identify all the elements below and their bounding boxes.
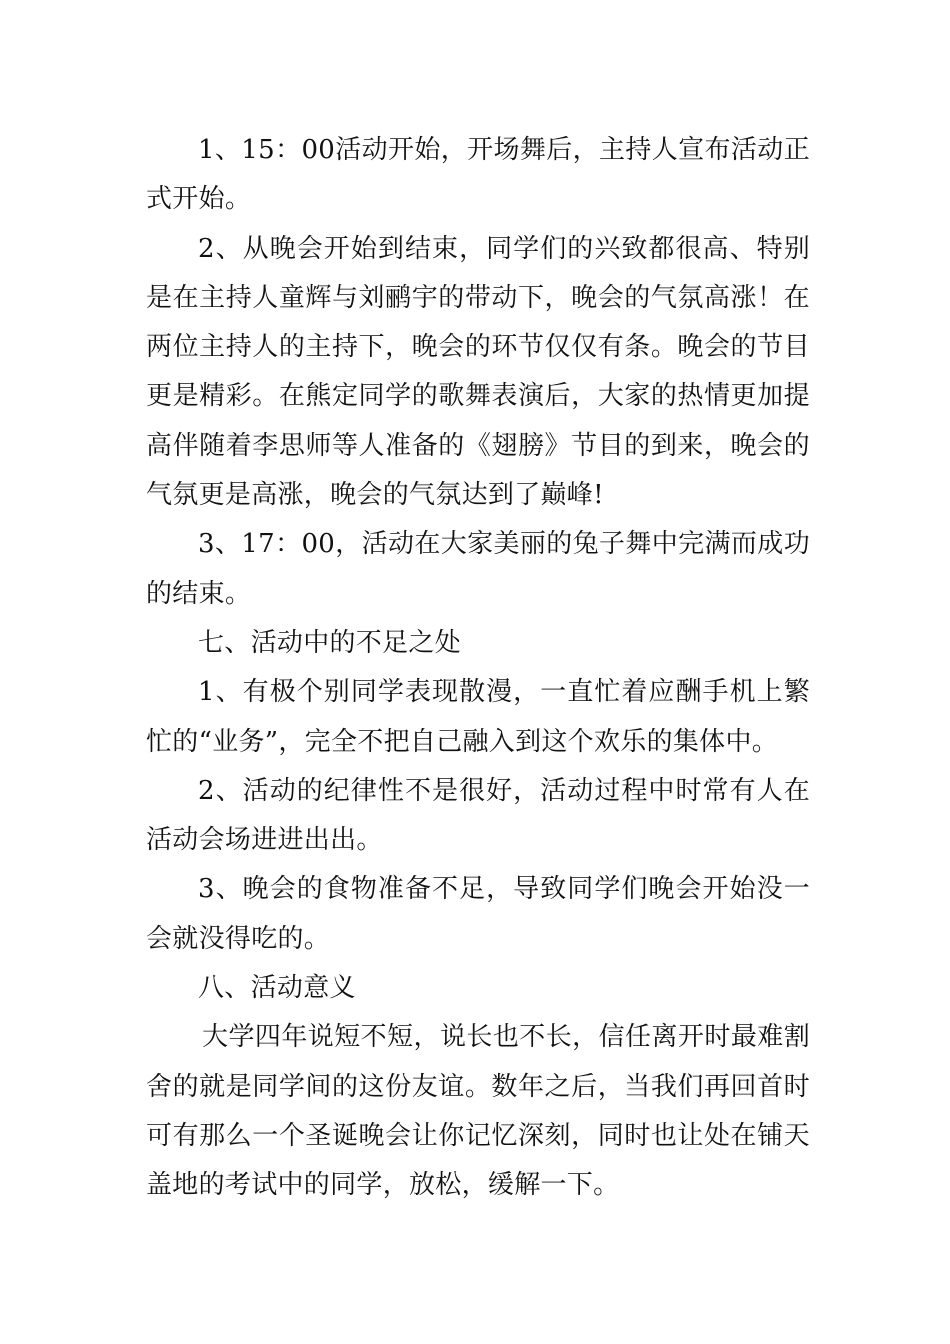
paragraph-shortcoming-2: 2、活动的纪律性不是很好，活动过程中时常有人在活动会场进进出出。: [146, 775, 810, 856]
document-body: [146, 126, 810, 1211]
paragraph-significance: 大学四年说短不短，说长也不长，信任离开时最难割舍的就是同学间的这份友谊。数年之后，当我们再回首时可有那么一个圣诞晚会让你记忆深刻，同时也让处在铺天盖地的考试中的同学，放松，缓解一下。: [146, 1022, 810, 1201]
paragraph-schedule-end: 3、17：00，活动在大家美丽的兔子舞中完满而成功的结束。: [146, 529, 810, 609]
paragraph-shortcoming-3: 3、晚会的食物准备不足，导致同学们晚会开始没一会就没得吃的。: [146, 874, 810, 954]
section-heading-shortcomings: 七、活动中的不足之处: [198, 627, 462, 658]
paragraph-evening-atmosphere: 2、从晚会开始到结束，同学们的兴致都很高、特别是在主持人童辉与刘鹂宇的带动下，晚会的气氛高涨！在两位主持人的主持下，晚会的环节仅仅有条。晚会的节目更是精彩。在熊定同学的歌舞表演后，大家的热情更加提高伴随着李思师等人准备的《翅膀》节目的到来，晚会的气氛更是高涨，晚会的气氛达到了巅峰!: [146, 233, 810, 511]
paragraph-schedule-start: 1、15：00活动开始，开场舞后，主持人宣布活动正式开始。: [146, 135, 810, 215]
section-heading-significance: 八、活动意义: [198, 973, 356, 1004]
paragraph-shortcoming-1: 1、有极个别同学表现散漫，一直忙着应酬手机上繁忙的“业务”，完全不把自己融入到这个欢乐的集体中。: [146, 677, 810, 757]
